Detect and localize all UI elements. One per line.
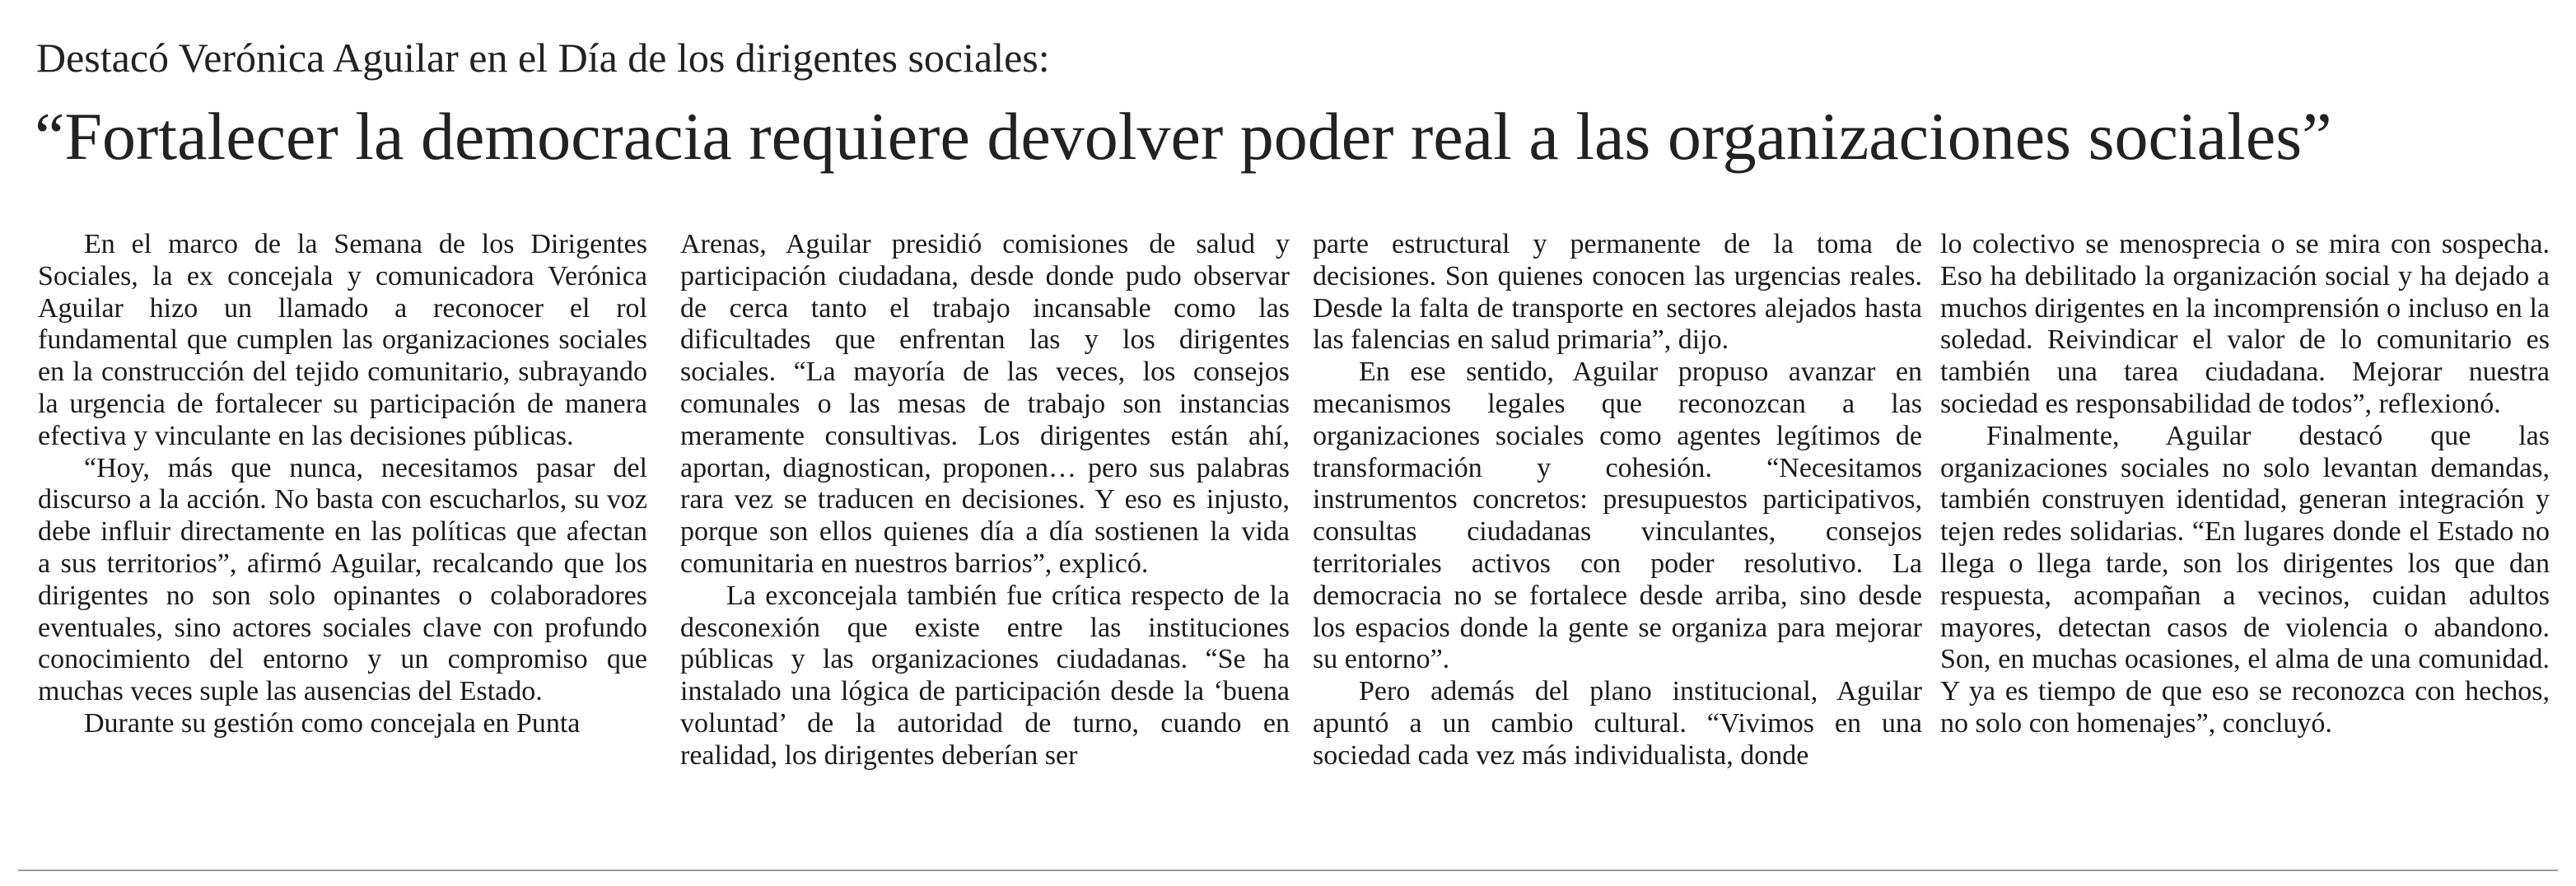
- paragraph: Pero además del plano institucional, Aguilar apuntó a un cambio cultural. “Vivimos en una sociedad cada vez más individualista, donde: [1313, 676, 1922, 771]
- article-column-3: [1313, 229, 1922, 772]
- paragraph: En ese sentido, Aguilar propuso avanzar en mecanismos legales que reconozcan a las organizaciones sociales como agentes legítimos de transformación y cohesión. “Necesitamos instrumentos concretos: presupuestos participativos, consultas ciudadanas vinculantes, consejos territoriales activos con poder resolutivo. La democracia no se fortalece desde arriba, sino desde los espacios donde la gente se organiza para mejorar su entorno”.: [1313, 357, 1922, 675]
- paragraph-continued: parte estructural y permanente de la toma de decisiones. Son quienes conocen las urgencias reales. Desde la falta de transporte en sectores alejados hasta las falencias en salud primaria”, dijo.: [1313, 229, 1922, 356]
- article-headline: “Fortalecer la democracia requiere devolver poder real a las organizaciones sociales”: [35, 99, 2332, 174]
- paragraph: Durante su gestión como concejala en Punta: [84, 707, 581, 739]
- article-column-4: [1940, 229, 2550, 740]
- article-kicker: Destacó Verónica Aguilar en el Día de los dirigentes sociales:: [36, 35, 1050, 81]
- paragraph: Finalmente, Aguilar destacó que las organizaciones sociales no solo levantan demandas, también construyen identidad, generan integración y tejen redes solidarias. “En lugares donde el Estado no llega o llega tarde, son los dirigentes los que dan respuesta, acompañan a vecinos, cuidan adultos mayores, detectan casos de violencia o abandono. Son, en muchas ocasiones, el alma de una comunidad. Y ya es tiempo de que eso se reconozca con hechos, no solo con homenajes”, concluyó.: [1940, 420, 2550, 739]
- bottom-divider: [18, 870, 2558, 871]
- paragraph: La exconcejala también fue crítica respecto de la desconexión que existe entre las instituciones públicas y las organizaciones ciudadanas. “Se ha instalado una lógica de participación desde la ‘buena voluntad’ de la autoridad de turno, cuando en realidad, los dirigentes deberían ser: [680, 580, 1290, 771]
- paragraph-continued: Arenas, Aguilar presidió comisiones de salud y participación ciudadana, desde donde pudo observar de cerca tanto el trabajo incansable como las dificultades que enfrentan las y los dirigentes sociales. “La mayoría de las veces, los consejos comunales o las mesas de trabajo son instancias meramente consultivas. Los dirigentes están ahí, aportan, diagnostican, proponen… pero sus palabras rara vez se traducen en decisiones. Y eso es injusto, porque son ellos quienes día a día sostienen la vida comunitaria en nuestros barrios”, explicó.: [680, 229, 1290, 579]
- paragraph-continued: lo colectivo se menosprecia o se mira con sospecha. Eso ha debilitado la organización social y ha dejado a muchos dirigentes en la incomprensión o incluso en la soledad. Reivindicar el valor de lo comunitario es también una tarea ciudadana. Mejorar nuestra sociedad es responsabilidad de todos”, reflexionó.: [1940, 229, 2550, 419]
- article-column-2: [680, 229, 1290, 772]
- article-column-1: [38, 229, 647, 740]
- paragraph: En el marco de la Semana de los Dirigentes Sociales, la ex concejala y comunicadora Verónica Aguilar hizo un llamado a reconocer el rol fundamental que cumplen las organizaciones sociales en la construcción del tejido comunitario, subrayando la urgencia de fortalecer su participación de manera efectiva y vinculante en las decisiones públicas.: [38, 229, 647, 451]
- paragraph: “Hoy, más que nunca, necesitamos pasar del discurso a la acción. No basta con escucharlos, su voz debe influir directamente en las políticas que afectan a sus territorios”, afirmó Aguilar, recalcando que los dirigentes no son solo opinantes o colaboradores eventuales, sino actores sociales clave con profundo conocimiento del entorno y un compromiso que muchas veces suple las ausencias del Estado.: [38, 452, 647, 707]
